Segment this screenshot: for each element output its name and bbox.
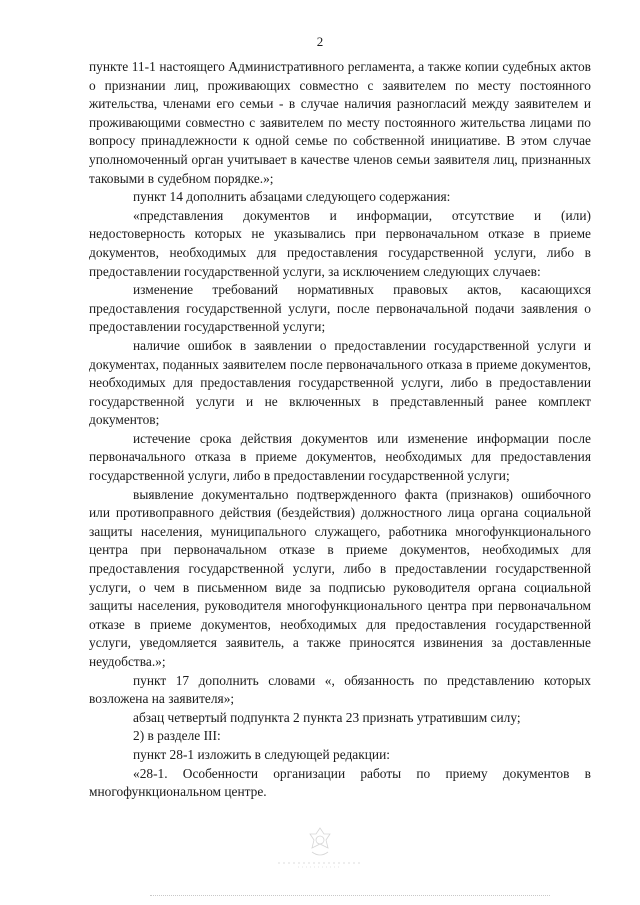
paragraph: абзац четвертый подпункта 2 пункта 23 признать утратившим силу; — [133, 709, 521, 725]
stamp-caption-icon — [270, 860, 370, 868]
paragraph: 2) в разделе III: — [133, 728, 221, 744]
paragraph: выявление документально подтвержденного факта (признаков) ошибочного или противоправного действия (бездействия) должностного лица органа социальной защиты населения, муниципального служащего, работника многофункционального центра при первоначальном отказе в приеме документов, необходимых для предоставления государственной услуги, либо в предоставлении государственной услуги, о чем в письменном виде за подписью руководителя органа социальной защиты населения, руководителя многофункционального центра при первоначальном отказе в приеме документов, необходимых для предоставления государственной услуги, уведомляется заявитель, а также приносятся извинения за доставленные неудобства.»; — [89, 486, 591, 669]
paragraph: пункт 17 дополнить словами «, обязанность по представлению которых возложена на заявителя»; — [89, 672, 591, 707]
emblem-stamp-icon — [300, 822, 340, 862]
paragraph: пункт 14 дополнить абзацами следующего содержания: — [133, 189, 451, 205]
paragraph: «28-1. Особенности организации работы по приему документов в многофункциональном центре. — [89, 765, 591, 800]
page-number: 2 — [316, 34, 324, 49]
paragraph: наличие ошибок в заявлении о предоставлении государственной услуги и документах, поданных заявителем после первоначального отказа в приеме документов, необходимых для предоставления государственной услуги, либо в предоставлении государственной услуги и не включенных в представленный ранее комплект документов; — [89, 337, 591, 428]
paragraph: «представления документов и информации, отсутствие и (или) недостоверность которых не указывались при первоначальном отказе в приеме документов, необходимых для предоставления государственной услуги, либо в предоставлении государственной услуги, за исключением следующих случаев: — [89, 207, 591, 279]
paragraph: истечение срока действия документов или изменение информации после первоначального отказа в приеме документов, необходимых для предоставления государственной услуги, либо в предоставлении государственной услуги; — [89, 430, 591, 484]
footer-divider — [150, 895, 550, 896]
paragraph: изменение требований нормативных правовых актов, касающихся предоставления государственной услуги, после первоначальной подачи заявления о предоставлении государственной услуги; — [89, 282, 591, 335]
document-body — [89, 58, 591, 802]
paragraph: пункт 28-1 изложить в следующей редакции: — [133, 746, 390, 762]
paragraph: пункте 11-1 настоящего Административного регламента, а также копии судебных актов о признании лиц, проживающих совместно с заявителем по месту постоянного жительства, членами его семьи - в случае наличия разногласий между заявителем и проживающими совместно с заявителем по месту постоянного жительства лицами по вопросу принадлежности к одной семье по собственной инициативе. В этом случае уполномоченный орган учитывает в качестве членов семьи заявителя лиц, признанных таковыми в судебном порядке.»; — [89, 59, 591, 186]
